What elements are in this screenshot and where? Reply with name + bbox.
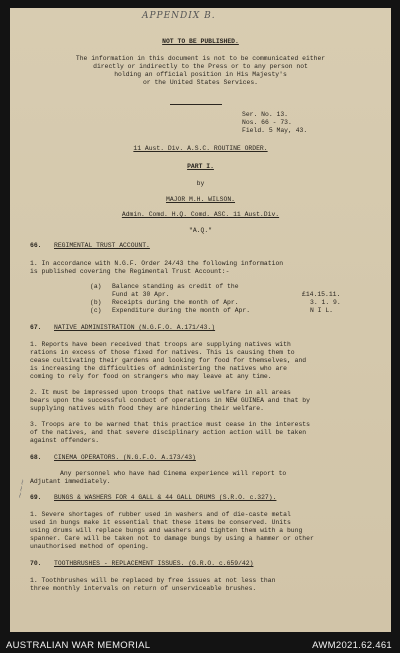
section-70-line: 1. Toothbrushes will be replaced by free issues at not less than — [30, 577, 276, 584]
officer-position: Admin. Comd. H.Q. Comd. ASC. 11 Aust.Div. — [121, 211, 280, 218]
section-66-title: REGIMENTAL TRUST ACCOUNT. — [54, 242, 150, 249]
section-67-p2-line: supplying natives with food they are hindering their welfare. — [30, 405, 264, 412]
item-c-value: N I L. — [310, 307, 334, 314]
item-b-value: 3. 1. 9. — [310, 299, 341, 306]
section-67-p3-line: of the natives, and that severe disciplinary action action will be taken — [30, 429, 307, 436]
order-part: PART I. — [187, 163, 214, 170]
section-69-number: 69. — [30, 494, 42, 501]
section-70-line: three monthly intervals on return of unserviceable brushes. — [30, 585, 257, 592]
section-67-p2-line: 2. It must be impressed upon troops that native welfare in all areas — [30, 389, 291, 396]
section-69-title: BUNGS & WASHERS FOR 4 GALL & 44 GALL DRUMS (S.R.O. c.327). — [54, 494, 277, 501]
section-68-number: 68. — [30, 454, 42, 461]
notice-line-1: The information in this document is not to be communicated either — [75, 55, 326, 62]
section-66-line: is published covering the Regimental Trust Account:- — [30, 268, 230, 275]
section-69-line: used in bungs make it essential that these items be conserved. Units — [30, 519, 291, 526]
margin-scribble: ~~~ — [15, 478, 28, 500]
divider-rule — [170, 104, 222, 105]
section-69-line: unauthorised method of opening. — [30, 543, 149, 550]
document-restriction-title: NOT TO BE PUBLISHED. — [162, 38, 239, 45]
notice-line-2: directly or indirectly to the Press or to any person not — [93, 63, 308, 70]
item-a-value: £14.15.11. — [302, 291, 341, 298]
section-69-line: 1. Severe shortages of rubber used in washers and of die-caste metal — [30, 511, 291, 518]
section-67-title: NATIVE ADMINISTRATION (N.G.F.O. A.171/43.) — [54, 324, 216, 331]
archive-name: AUSTRALIAN WAR MEMORIAL — [6, 640, 151, 651]
order-numbers: Nos. 66 - 73. — [242, 119, 292, 126]
item-c-key: (c) — [90, 307, 102, 314]
section-69-line: using drums will replace bungs and washers and tighten them with a bung — [30, 527, 303, 534]
section-70-title: TOOTHBRUSHES - REPLACEMENT ISSUES. (G.R.O. c.659/42) — [54, 560, 254, 567]
notice-line-3: holding an official position in His Majesty's — [114, 71, 287, 78]
section-69-line: spanner. Care will be taken not to damage bungs by using a hammer or other — [30, 535, 314, 542]
archive-reference: AWM2021.62.461 — [312, 640, 392, 651]
section-67-number: 67. — [30, 324, 42, 331]
aq-marker: "A.Q." — [188, 227, 212, 234]
document-page — [10, 8, 391, 632]
section-67-p1-line: is increasing the difficulties of administering the natives who are — [30, 365, 287, 372]
section-68-title: CINEMA OPERATORS. (N.G.F.O. A.173/43) — [54, 454, 196, 461]
item-a-text-2: Fund at 30 Apr. — [112, 291, 170, 298]
item-c-text: Expenditure during the month of Apr. — [112, 307, 251, 314]
order-by: by — [196, 180, 205, 187]
item-b-key: (b) — [90, 299, 102, 306]
issuing-officer: MAJOR M.H. WILSON. — [165, 196, 236, 203]
field-date: Field. 5 May, 43. — [242, 127, 308, 134]
item-b-text: Receipts during the month of Apr. — [112, 299, 239, 306]
handwritten-annotation: APPENDIX B. — [142, 11, 216, 21]
section-68-line: Any personnel who have had Cinema experience will report to — [60, 470, 287, 477]
section-67-p3-line: 3. Troops are to be warned that this practice must cease in the interests — [30, 421, 310, 428]
section-67-p1-line: coming to rely for food on strangers who may leave at any time. — [30, 373, 272, 380]
section-67-p1-line: rations in excess of those fixed for natives. This is causing them to — [30, 349, 295, 356]
item-a-key: (a) — [90, 283, 102, 290]
serial-number: Ser. No. 13. — [242, 111, 289, 118]
order-title: 11 Aust. Div. A.S.C. ROUTINE ORDER. — [133, 145, 268, 152]
section-67-p2-line: bears upon the successful conduct of operations in NEW GUINEA and that by — [30, 397, 310, 404]
section-66-number: 66. — [30, 242, 42, 249]
section-68-line: Adjutant immediately. — [30, 478, 111, 485]
section-66-line: 1. In accordance with N.G.F. Order 24/43 the following information — [30, 260, 284, 267]
section-70-number: 70. — [30, 560, 42, 567]
section-67-p1-line: 1. Reports have been received that troops are supplying natives with — [30, 341, 291, 348]
notice-line-4: or the United States Services. — [142, 79, 259, 86]
section-67-p1-line: cease cultivating their gardens and looking for food for themselves, and — [30, 357, 307, 364]
section-67-p3-line: against offenders. — [30, 437, 100, 444]
item-a-text: Balance standing as credit of the — [112, 283, 239, 290]
